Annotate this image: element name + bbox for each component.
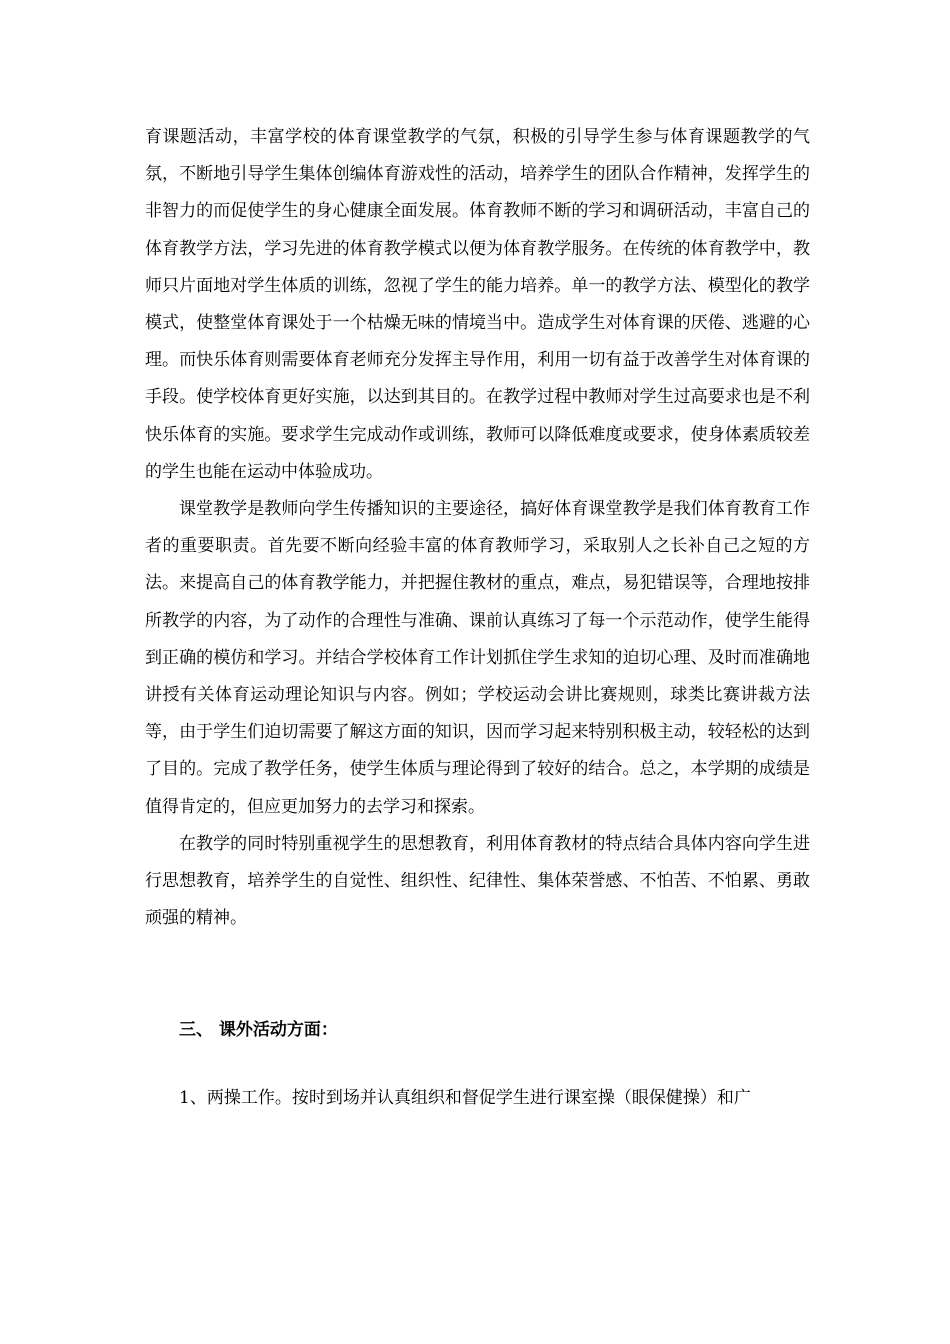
heading-gap (145, 1050, 810, 1080)
section-heading: 三、 课外活动方面： (179, 1020, 338, 1041)
list-item: 1、两操工作。按时到场并认真组织和督促学生进行课室操（眼保健操）和广 (179, 1087, 751, 1108)
section-spacer (145, 937, 810, 1012)
body-paragraph-1: 育课题活动，丰富学校的体育课堂教学的气氛，积极的引导学生参与体育课题教学的气氛，不断地引导学生集体创编体育游戏性的活动，培养学生的团队合作精神，发挥学生的非智力的而促使学生的身心健康全面发展。体育教师不断的学习和调研活动，丰富自己的体育教学方法，学习先进的体育教学模式以便为体育教学服务。在传统的体育教学中，教师只片面地对学生体质的训练，忽视了学生的能力培养。单一的教学方法、模型化的教学模式，使整堂体育课处于一个枯燥无味的情境当中。造成学生对体育课的厌倦、逃避的心理。而快乐体育则需要体育老师充分发挥主导作用，利用一切有益于改善学生对体育课的手段。使学校体育更好实施，以达到其目的。在教学过程中教师对学生过高要求也是不利快乐体育的实施。要求学生完成动作或训练，教师可以降低难度或要求，使身体素质较差的学生也能在运动中体验成功。 (145, 127, 810, 482)
body-paragraph-3: 在教学的同时特别重视学生的思想教育，利用体育教材的特点结合具体内容向学生进行思想教育，培养学生的自觉性、组织性、纪律性、集体荣誉感、不怕苦、不怕累、勇敢顽强的精神。 (145, 833, 810, 929)
document-page (145, 119, 810, 1117)
body-paragraph-2: 课堂教学是教师向学生传播知识的主要途径，搞好体育课堂教学是我们体育教育工作者的重要职责。首先要不断向经验丰富的体育教师学习，采取别人之长补自己之短的方法。来提高自己的体育教学能力，并把握住教材的重点，难点，易犯错误等，合理地按排所教学的内容，为了动作的合理性与准确、课前认真练习了每一个示范动作，使学生能得到正确的模仿和学习。并结合学校体育工作计划抓住学生求知的迫切心理、及时而准确地讲授有关体育运动理论知识与内容。例如；学校运动会讲比赛规则，球类比赛讲裁方法等，由于学生们迫切需要了解这方面的知识，因而学习起来特别积极主动，较轻松的达到了目的。完成了教学任务，使学生体质与理论得到了较好的结合。总之，本学期的成绩是值得肯定的，但应更加努力的去学习和探索。 (145, 499, 810, 817)
